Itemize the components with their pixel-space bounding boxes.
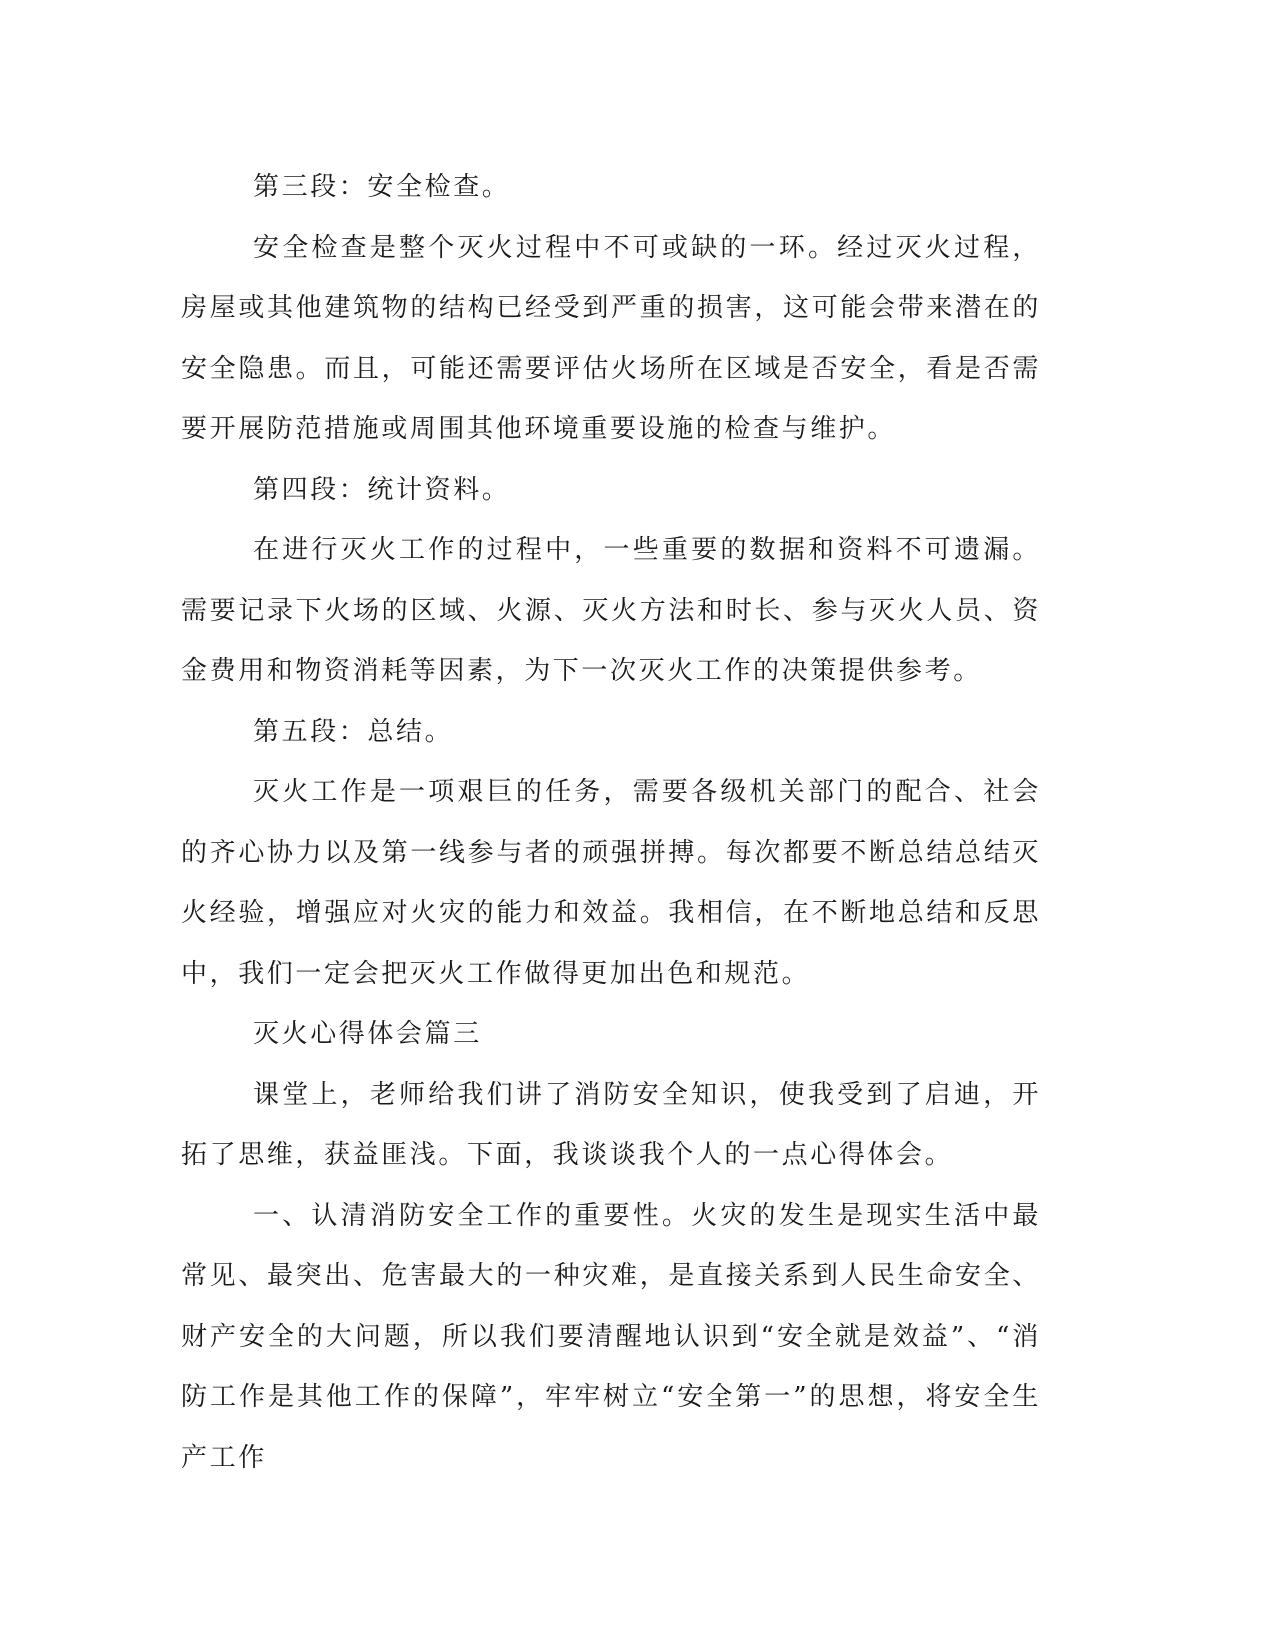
paragraph-importance: 一、认清消防安全工作的重要性。火灾的发生是现实生活中最常见、最突出、危害最大的一种灾难，是直接关系到人民生命安全、财产安全的大问题，所以我们要清醒地认识到“安全就是效益”、“消防工作是其他工作的保障”，牢牢树立“安全第一”的思想，将安全生产工作 [181, 1200, 1041, 1473]
article-title-part-3: 灭火心得体会篇三 [253, 1019, 482, 1049]
section-heading-3: 第三段：安全检查。 [253, 172, 511, 202]
paragraph-safety-inspection: 安全检查是整个灭火过程中不可或缺的一环。经过灭火过程，房屋或其他建筑物的结构已经受到严重的损害，这可能会带来潜在的安全隐患。而且，可能还需要评估火场所在区域是否安全，看是否需要开展防范措施或周围其他环境重要设施的检查与维护。 [181, 232, 1041, 444]
section-heading-5: 第五段：总结。 [253, 716, 454, 747]
paragraph-summary: 灭火工作是一项艰巨的任务，需要各级机关部门的配合、社会的齐心协力以及第一线参与者的顽强拼搏。每次都要不断总结总结灭火经验，增强应对火灾的能力和效益。我相信，在不断地总结和反思中，我们一定会把灭火工作做得更加出色和规范。 [181, 777, 1041, 989]
section-heading-4: 第四段：统计资料。 [253, 474, 511, 505]
paragraph-statistics: 在进行灭火工作的过程中，一些重要的数据和资料不可遗漏。需要记录下火场的区域、火源、灭火方法和时长、参与灭火人员、资金费用和物资消耗等因素，为下一次灭火工作的决策提供参考。 [181, 535, 1041, 686]
document-body [181, 157, 1041, 1488]
paragraph-classroom: 课堂上，老师给我们讲了消防安全知识，使我受到了启迪，开拓了思维，获益匪浅。下面，我谈谈我个人的一点心得体会。 [181, 1079, 1041, 1170]
